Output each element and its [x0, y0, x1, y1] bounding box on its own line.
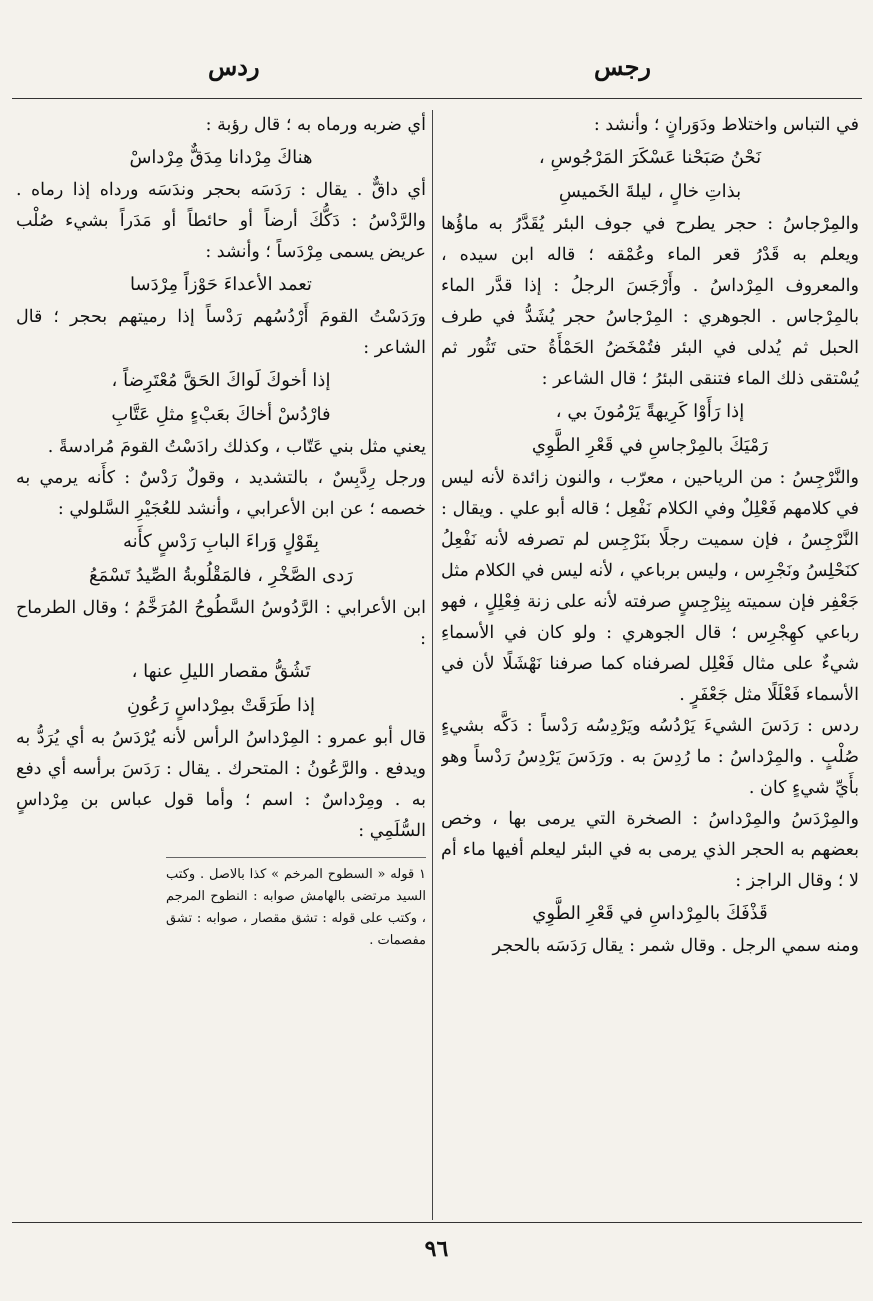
- verse-line: نَحْنُ صَبَحْنا عَسْكَرَ المَرْجُوسِ ،: [538, 147, 762, 168]
- footer-rule: [12, 1222, 862, 1223]
- verse-line: قَذْفَكَ بالمِرْداسِ في قَعْرِ الطَّوِي: [532, 903, 768, 924]
- verse-line: إذا رَأَوْا كَرِيهةً يَرْمُونَ بي ،: [555, 401, 745, 422]
- paragraph: والمِرْجاسُ : حجر يطرح في جوف البئر يُقَدَّرُ به ماؤُها ويعلم به قَدْرُ قعر الماء وعُمْقه ؛ قاله ابن سيده ، والمعروف المِرْداسُ . وأَرْجَسَ الرجلُ : إذا قدَّر الماء بالمِرْجاس . الجوهري : المِرْجاسُ حجر يُشَدُّ في طرف الحبل ثم يُدلى في البئر فتُمْخَضُ الحَمْأَةُ حتى تَثُور ثم يُسْتقى ذلك الماء فتنقى البئرُ ؛ قال الشاعر :: [441, 214, 859, 389]
- footnote: ١ قوله « السطوح المرخم » كذا بالاصل . وكتب السيد مرتضى بالهامش صوابه : النطوح المرجم ، وكتب على قوله : تشق مقصار ، صوابه : تشق مفصمات .: [166, 857, 426, 952]
- header-left-word: ردس: [208, 52, 260, 81]
- verse-line: إذا طَرَقَتْ بمِرْداسٍ رَعُونِ: [126, 695, 315, 716]
- page-number: ٩٦: [424, 1236, 449, 1262]
- entry-rds: ردس : رَدَسَ الشيءَ يَرْدُسُه ويَرْدِسُه رَدْساً : دَكَّه بشيءٍ صُلْبٍ . والمِرْداسُ : ما رُدِسَ به . ورَدَسَ يَرْدِسُ رَدْساً وهو بأَيِّ شيءٍ كان .: [441, 716, 859, 798]
- verse-line: رَمْيَكَ بالمِرْجاسِ في قَعْرِ الطَّوِي: [531, 435, 769, 456]
- verse-line: بِقَوْلٍ وَراءَ البابِ رَدْسٍ كأَنه: [123, 531, 319, 552]
- paragraph: ابن الأعرابي : الرَّدُوسُ السَّطُوحُ المُرَخَّمُ ؛ وقال الطرماح :: [16, 598, 426, 649]
- verse-line: إذا أخوكَ لَواكَ الحَقَّ مُعْتَرِضاً ،: [111, 370, 331, 391]
- paragraph: أي داقٌّ . يقال : رَدَسَه بحجر وندَسَه ورداه إذا رماه . والرَّدْسُ : دَكُّكَ أرضاً أو حائطاً أو مَدَراً بشيء صُلْب عريض يسمى مِرْدَساً ؛ وأنشد :: [16, 180, 426, 262]
- paragraph: أي ضربه ورماه به ؛ قال رؤبة :: [205, 115, 426, 135]
- verse-line: تعمد الأعداءَ حَوْزاً مِرْدَسا: [130, 274, 312, 295]
- verse-line: هناكَ مِرْدانا مِدَقٌّ مِرْداسْ: [129, 147, 313, 168]
- left-column: [16, 110, 426, 1210]
- paragraph: ورَدَسْتُ القومَ أَرْدُسُهم رَدْساً إذا رميتهم بحجر ؛ قال الشاعر :: [16, 307, 426, 358]
- paragraph: يعني مثل بني عَتّاب ، وكذلك رادَسْتُ القومَ مُرادسةً .: [47, 437, 426, 457]
- paragraph: ومنه سمي الرجل . وقال شمر : يقال رَدَسَه بالحجر: [492, 936, 859, 956]
- verse-line: فارْدُسْ أخاكَ بعَبْءٍ مثلِ عَتَّابِ: [111, 404, 331, 425]
- header-rule: [12, 98, 862, 99]
- paragraph: والنَّرْجِسُ : من الرياحين ، معرّب ، والنون زائدة لأنه ليس في كلامهم فَعْلِلٌ وفي الكلام نَفْعِل ؛ قاله أبو علي . ويقال : النَّرْجِسُ ، فإن سميت رجلًا بنَرْجِس لم تصرفه لأنه نَفْعِلُ كنَحْلِسُ ونَجْرِس ، وليس برباعي ، لأنه ليس في الكلام مثل جَعْفِر فإن سميته بِنِرْجِسٍ صرفته لأنه على زنة فِعْلِلٍ ، فهو رباعي كهِجْرِس ؛ قال الجوهري : ولو كان في الأسماءِ شيءٌ على مثال فَعْلِل لصرفناه كما صرفنا نَهْشَلًا لأن في الأسماء فَعْلَلًا مثل جَعْفَرٍ .: [441, 468, 859, 705]
- page-header: [0, 52, 873, 92]
- paragraph: قال أبو عمرو : المِرْداسُ الرأس لأنه يُرْدَسُ به أي يُرَدُّ به ويدفع . والرَّعُونُ : المتحرك . يقال : رَدَسَ برأسه أي دفع به . ومِرْداسٌ : اسم ؛ وأما قول عباس بن مِرْداسٍ السُّلَمِي :: [16, 728, 426, 841]
- right-column: [441, 110, 859, 1210]
- column-divider: [432, 110, 433, 1220]
- paragraph: ورجل رِدَّبِسٌ ، بالتشديد ، وقولٌ رَدْسٌ : كأَنه يرمي به خصمه ؛ عن ابن الأعرابي ، وأنشد للعُجَيْرِ السَّلولي :: [16, 468, 426, 519]
- verse-line: رَدى الصَّخْرِ ، فالمَقْلُوبةُ الصِّيدُ تَسْمَعُ: [89, 565, 353, 586]
- paragraph: في التباس واختلاط ودَوَرانٍ ؛ وأنشد :: [593, 115, 859, 135]
- verse-line: بذاتِ خالٍ ، ليلةَ الخَميسِ: [558, 181, 742, 202]
- header-right-word: رجس: [593, 52, 651, 81]
- paragraph: والمِرْدَسُ والمِرْداسُ : الصخرة التي يرمى بها ، وخص بعضهم به الحجر الذي يرمى به في البئر ليعلم أفيها ماء أم لا ؛ وقال الراجز :: [441, 809, 859, 891]
- verse-line: تَشُقُّ مقصار الليلِ عنها ،: [131, 661, 311, 682]
